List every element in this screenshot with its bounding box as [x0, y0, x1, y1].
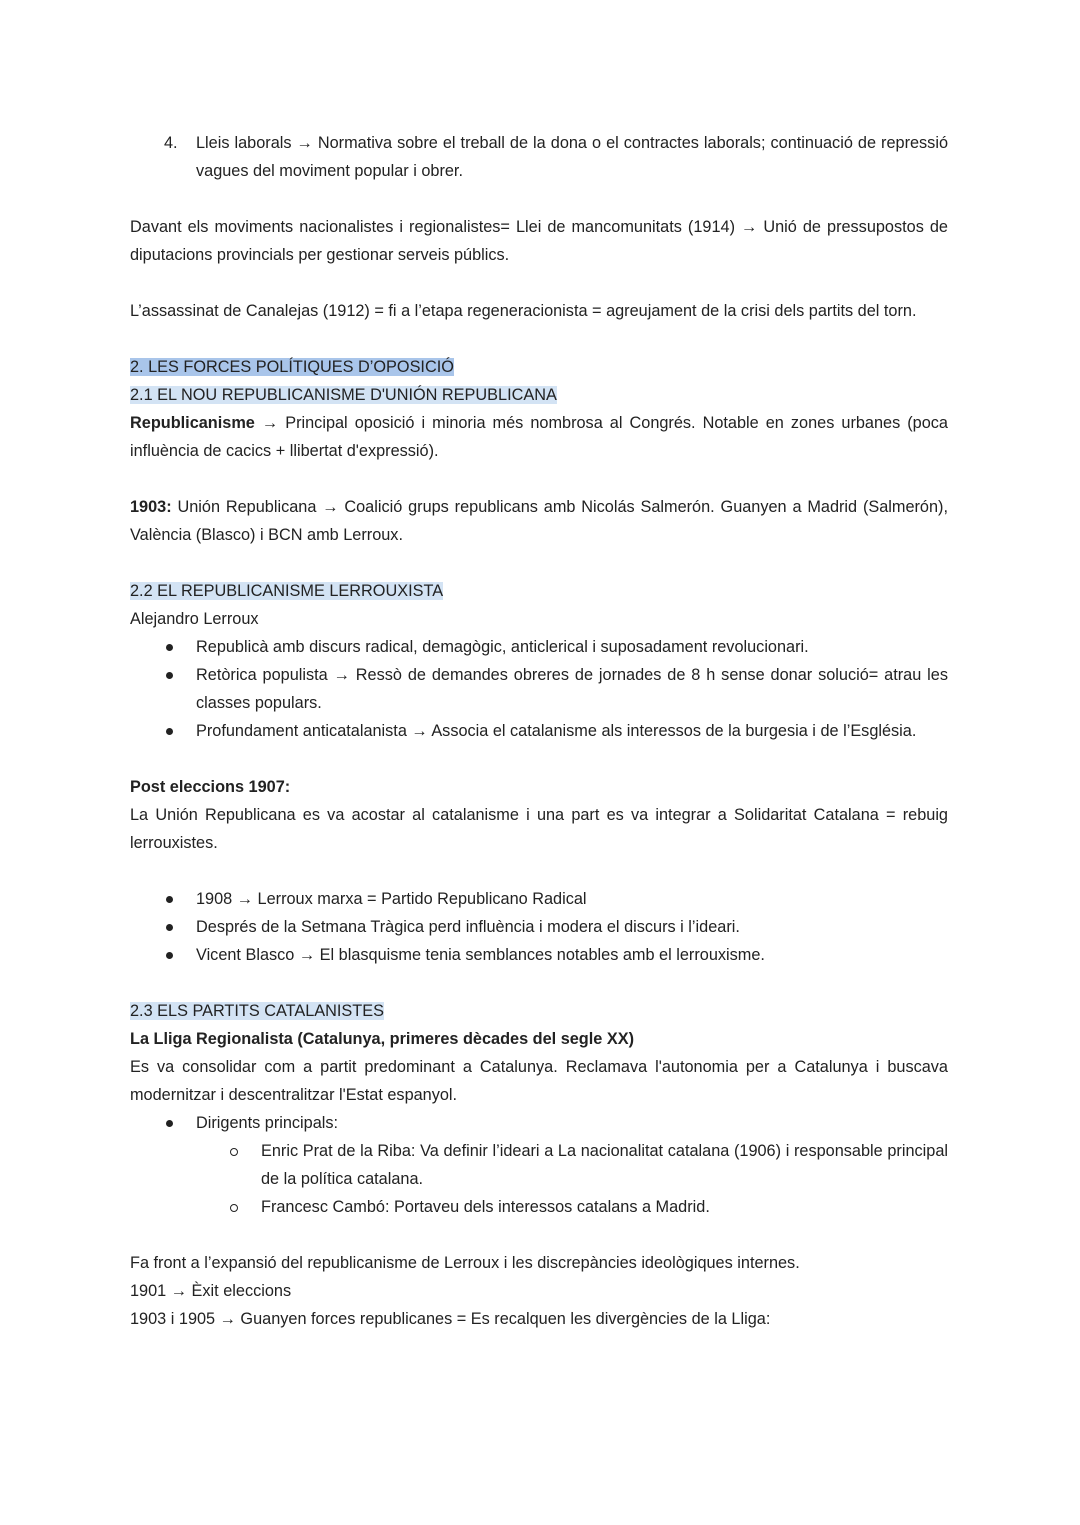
list-item-text: Després de la Setmana Tràgica perd influència i modera el discurs i l’ideari.: [196, 918, 740, 936]
closing-line: Fa front a l’expansió del republicanisme de Lerroux i les discrepàncies ideològiques internes.: [130, 1254, 800, 1272]
list-item: [130, 1109, 948, 1137]
bullet-icon: [166, 896, 173, 903]
lerroux-bullet-list: [130, 633, 948, 745]
post-1907-title: Post eleccions 1907:: [130, 778, 291, 796]
list-item-text: Enric Prat de la Riba: Va definir l’ideari a La nacionalitat catalana (1906) i responsable principal de la política catalana.: [261, 1142, 948, 1188]
heading-section-2: 2. LES FORCES POLÍTIQUES D’OPOSICIÓ: [130, 358, 454, 376]
list-item-text: 1908 → Lerroux marxa = Partido Republicano Radical: [196, 890, 587, 908]
dirigents-list: [130, 1109, 948, 1221]
closing-line: 1901 → Èxit eleccions: [130, 1282, 292, 1300]
list-item-text: Dirigents principals:: [196, 1114, 339, 1132]
list-number: 4.: [164, 134, 178, 152]
list-item: [130, 885, 948, 913]
list-item-text: Profundament anticatalanista → Associa el catalanisme als interessos de la burgesia i de l’Església.: [196, 722, 917, 740]
list-item-text: Vicent Blasco → El blasquisme tenia semblances notables amb el lerrouxisme.: [196, 946, 765, 964]
bold-term: 1903:: [130, 498, 172, 516]
bullet-icon: [166, 644, 173, 651]
circle-bullet-icon: [230, 1148, 238, 1156]
sub-list-item: [130, 1193, 948, 1221]
list-item-text: Francesc Cambó: Portaveu dels interessos catalans a Madrid.: [261, 1198, 710, 1216]
bullet-icon: [166, 924, 173, 931]
bullet-icon: [166, 1120, 173, 1127]
paragraph-post-1907: La Unión Republicana es va acostar al catalanisme i una part es va integrar a Solidaritat Catalana = rebuig lerrouxistes.: [130, 806, 948, 852]
paragraph-lliga: Es va consolidar com a partit predominant a Catalunya. Reclamava l'autonomia per a Catalunya i buscava modernitzar i descentralitzar l'Estat espanyol.: [130, 1058, 948, 1104]
document-page: [130, 129, 948, 1333]
sub-list-item: [130, 1137, 948, 1193]
circle-bullet-icon: [230, 1204, 238, 1212]
numbered-list-item: [130, 129, 948, 185]
heading-section-2-3: 2.3 ELS PARTITS CATALANISTES: [130, 1002, 384, 1020]
paragraph-mancomunitats: Davant els moviments nacionalistes i regionalistes= Llei de mancomunitats (1914) → Unió de pressupostos de diputacions provincials per gestionar serveis públics.: [130, 218, 948, 264]
bullet-icon: [166, 672, 173, 679]
list-item-text: Lleis laborals → Normativa sobre el treball de la dona o el contractes laborals; continuació de repressió vagues del moviment popular i obrer.: [196, 134, 948, 180]
list-item: [130, 913, 948, 941]
lliga-title: La Lliga Regionalista (Catalunya, primeres dècades del segle XX): [130, 1030, 634, 1048]
paragraph-text: Unión Republicana → Coalició grups republicans amb Nicolás Salmerón. Guanyen a Madrid (Salmerón), València (Blasco) i BCN amb Lerroux.: [130, 498, 948, 544]
paragraph-republicanisme: [130, 409, 948, 465]
paragraph-canalejas: L’assassinat de Canalejas (1912) = fi a l’etapa regeneracionista = agreujament de la crisi dels partits del torn.: [130, 302, 917, 320]
post-1907-bullet-list: [130, 885, 948, 969]
list-item: [130, 941, 948, 969]
bullet-icon: [166, 728, 173, 735]
bold-term: Republicanisme: [130, 414, 255, 432]
list-item: [130, 717, 948, 745]
closing-line: 1903 i 1905 → Guanyen forces republicanes = Es recalquen les divergències de la Lliga:: [130, 1310, 771, 1328]
paragraph-1903: [130, 493, 948, 549]
lerroux-name: Alejandro Lerroux: [130, 610, 259, 628]
list-item-text: Retòrica populista → Ressò de demandes obreres de jornades de 8 h sense donar solució= atrau les classes populars.: [196, 666, 948, 712]
list-item: [130, 661, 948, 717]
heading-section-2-2: 2.2 EL REPUBLICANISME LERROUXISTA: [130, 582, 444, 600]
heading-section-2-1: 2.1 EL NOU REPUBLICANISME D'UNIÓN REPUBLICANA: [130, 386, 557, 404]
list-item-text: Republicà amb discurs radical, demagògic, anticlerical i suposadament revolucionari.: [196, 638, 809, 656]
bullet-icon: [166, 952, 173, 959]
paragraph-text: → Principal oposició i minoria més nombrosa al Congrés. Notable en zones urbanes (poca influència de cacics + llibertat d'expressió).: [130, 414, 948, 460]
list-item: [130, 633, 948, 661]
